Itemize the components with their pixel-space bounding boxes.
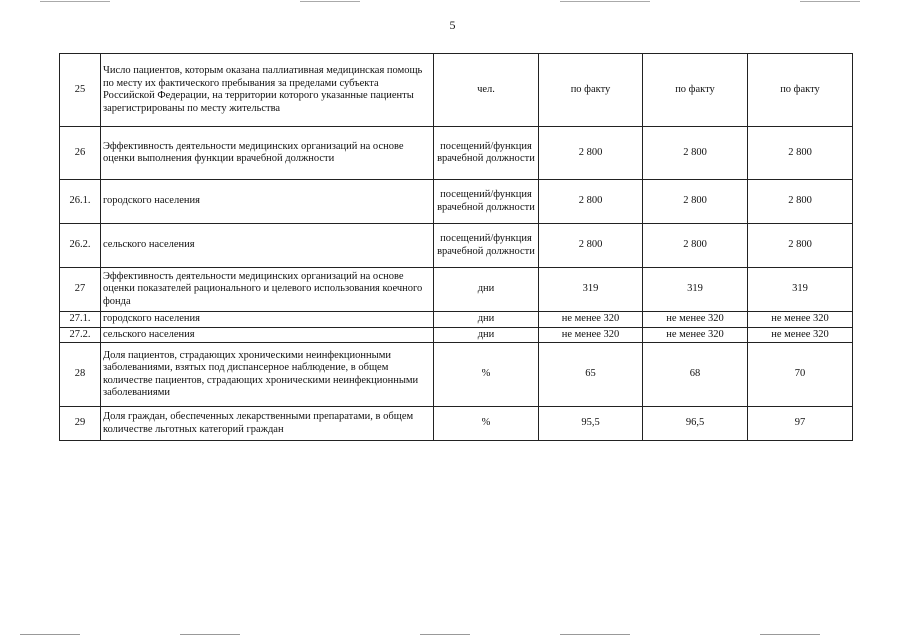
value-cell: 2 800 (643, 180, 748, 224)
table-row (60, 343, 853, 407)
indicator-name: Эффективность деятельности медицинских организаций на основе оценки выполнения функции врачебной должности (101, 127, 434, 180)
value-cell: 2 800 (748, 224, 853, 268)
unit-cell: % (434, 407, 539, 441)
value-cell: по факту (643, 54, 748, 127)
value-cell: 2 800 (643, 127, 748, 180)
value-cell: 2 800 (748, 180, 853, 224)
table-row (60, 268, 853, 312)
indicator-name: Эффективность деятельности медицинских организаций на основе оценки показателей рационального и целевого использования коечного фонда (101, 268, 434, 312)
page-number: 5 (449, 18, 456, 32)
indicators-table (59, 53, 853, 441)
row-number: 26.2. (60, 224, 101, 268)
indicator-name: Доля граждан, обеспеченных лекарственными препаратами, в общем количестве льготных категорий граждан (101, 407, 434, 441)
value-cell: 2 800 (539, 127, 643, 180)
row-number: 25 (60, 54, 101, 127)
table-row (60, 54, 853, 127)
value-cell: не менее 320 (748, 327, 853, 343)
indicator-name: сельского населения (101, 224, 434, 268)
value-cell: 2 800 (539, 180, 643, 224)
row-number: 27 (60, 268, 101, 312)
row-number: 27.2. (60, 327, 101, 343)
table-row (60, 327, 853, 343)
table-row (60, 407, 853, 441)
table-row (60, 312, 853, 328)
indicator-name: сельского населения (101, 327, 434, 343)
unit-cell: дни (434, 312, 539, 328)
scan-top-edge (0, 0, 905, 4)
unit-cell: дни (434, 268, 539, 312)
value-cell: по факту (539, 54, 643, 127)
unit-cell: посещений/функция врачебной должности (434, 180, 539, 224)
value-cell: 65 (539, 343, 643, 407)
row-number: 29 (60, 407, 101, 441)
indicator-name: Число пациентов, которым оказана паллиативная медицинская помощь по месту их фактического пребывания за пределами субъекта Российской Федерации, на территории которого указанные пациенты зарегистрированы по месту жительства (101, 54, 434, 127)
value-cell: 68 (643, 343, 748, 407)
value-cell: по факту (748, 54, 853, 127)
value-cell: 319 (748, 268, 853, 312)
indicator-name: Доля пациентов, страдающих хроническими неинфекционными заболеваниями, взятых под диспансерное наблюдение, в общем количестве пациентов, страдающих хроническими неинфекционными заболеваниями (101, 343, 434, 407)
value-cell: не менее 320 (643, 327, 748, 343)
table-row (60, 224, 853, 268)
unit-cell: % (434, 343, 539, 407)
value-cell: 95,5 (539, 407, 643, 441)
indicator-name: городского населения (101, 180, 434, 224)
value-cell: 2 800 (539, 224, 643, 268)
value-cell: не менее 320 (539, 312, 643, 328)
value-cell: не менее 320 (643, 312, 748, 328)
row-number: 27.1. (60, 312, 101, 328)
row-number: 26 (60, 127, 101, 180)
unit-cell: чел. (434, 54, 539, 127)
value-cell: 319 (539, 268, 643, 312)
unit-cell: дни (434, 327, 539, 343)
value-cell: 319 (643, 268, 748, 312)
value-cell: 70 (748, 343, 853, 407)
value-cell: 97 (748, 407, 853, 441)
value-cell: не менее 320 (539, 327, 643, 343)
row-number: 28 (60, 343, 101, 407)
unit-cell: посещений/функция врачебной должности (434, 127, 539, 180)
unit-cell: посещений/функция врачебной должности (434, 224, 539, 268)
indicator-name: городского населения (101, 312, 434, 328)
value-cell: 2 800 (643, 224, 748, 268)
table-row (60, 127, 853, 180)
value-cell: не менее 320 (748, 312, 853, 328)
value-cell: 96,5 (643, 407, 748, 441)
table-row (60, 180, 853, 224)
scan-bottom-edge (0, 632, 905, 638)
value-cell: 2 800 (748, 127, 853, 180)
row-number: 26.1. (60, 180, 101, 224)
